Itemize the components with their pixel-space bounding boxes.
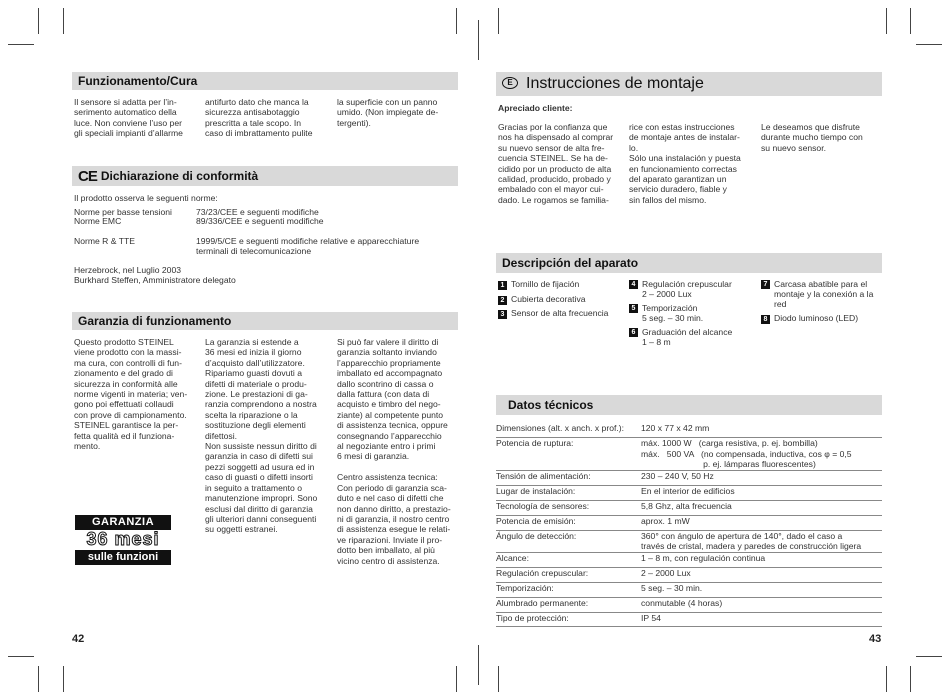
- desc-item: 3 Sensor de alta frecuencia: [498, 308, 626, 319]
- norm-label: Norme R & TTE: [74, 236, 135, 246]
- conformita-intro: Il prodotto osserva le seguenti norme:: [74, 193, 218, 203]
- crop-mark: [910, 8, 911, 34]
- section-header-funzionamento: Funzionamento/Cura: [72, 72, 458, 90]
- greeting: Apreciado cliente:: [498, 103, 573, 113]
- funzionamento-col3: la superficie con un panno umido. (Non impiegate de- tergenti).: [337, 97, 439, 128]
- place-date: Herzebrock, nel Luglio 2003: [74, 265, 182, 275]
- montaje-col2: rice con estas instrucciones de montaje antes de instalar- lo. Sólo una instalación y puesta en funcionamiento correctas del aparato garantizan un servicio duradero, fiable y sin fallos del mismo.: [629, 122, 741, 205]
- table-row: Temporización: 5 seg. – 30 min.: [496, 582, 882, 597]
- crop-mark: [478, 20, 479, 60]
- crop-mark: [63, 666, 64, 692]
- table-row: Potencia de emisión: aprox. 1 mW: [496, 515, 882, 530]
- page-number-right: 43: [869, 633, 882, 645]
- desc-item: 1 Tornillo de fijación: [498, 279, 626, 290]
- section-header-descripcion: Descripción del aparato: [496, 253, 882, 273]
- language-e-icon: E: [502, 77, 518, 89]
- section-header-garanzia: Garanzia di funzionamento: [72, 312, 458, 330]
- table-row: Tecnología de sensores: 5,8 Ghz, alta frecuencia: [496, 500, 882, 515]
- desc-item: 5 Temporización 5 seg. – 30 min.: [629, 303, 757, 323]
- badge-line1: GARANZIA: [75, 515, 171, 530]
- montaje-col3: Le deseamos que disfrute durante mucho tiempo con su nuevo sensor.: [761, 122, 863, 153]
- page-number-left: 42: [72, 633, 85, 645]
- crop-mark: [910, 666, 911, 692]
- section-header-datos: Datos técnicos: [496, 395, 882, 415]
- garanzia-col1: Questo prodotto STEINEL viene prodotto con la massi- ma cura, con controlli di fun- zionamento e del grado di sicurezza in conformità alle norme vigenti in materia; ven- gono poi effettuati collaudi con prove di campionamento. STEINEL garantisce la per- fetta qualità ed il funziona- mento.: [74, 337, 188, 452]
- norm-value: 89/336/CEE e seguenti modifiche: [196, 216, 324, 226]
- crop-mark: [478, 645, 479, 685]
- crop-mark: [886, 666, 887, 692]
- crop-mark: [38, 666, 39, 692]
- crop-mark: [498, 8, 499, 34]
- crop-mark: [8, 44, 34, 45]
- crop-mark: [38, 8, 39, 34]
- desc-item: 4 Regulación crepuscular 2 – 2000 Lux: [629, 279, 757, 299]
- table-row: Tipo de protección: IP 54: [496, 612, 882, 627]
- badge-line2: 36 mesi: [86, 529, 160, 549]
- signatory: Burkhard Steffen, Amministratore delegato: [74, 275, 236, 285]
- crop-mark: [916, 44, 942, 45]
- technical-data-table: [496, 423, 882, 627]
- table-row: Dimensiones (alt. x anch. x prof.): 120 x 77 x 42 mm: [496, 423, 882, 438]
- table-row: Alumbrado permanente: conmutable (4 horas): [496, 597, 882, 612]
- desc-item: 7 Carcasa abatible para el montaje y la conexión a la red: [761, 279, 883, 310]
- table-row: Alcance: 1 – 8 m, con regulación continua: [496, 552, 882, 567]
- desc-item: 8 Diodo luminoso (LED): [761, 313, 883, 324]
- garanzia-col2: La garanzia si estende a 36 mesi ed inizia il giorno d’acquisto dall’utilizzatore. Ripariamo guasti dovuti a difetti di materiale o produ- zione. Le prestazioni di ga- ranzia comprendono a nostra scelta la riparazione o la sostituzione degli elementi difettosi. Non sussiste nessun diritto di garanzia in caso di difetti sui pezzi soggetti ad usura ed in caso di guasti o difetti insorti in seguito a trattamento o manutenzione impropri. Sono esclusi dal diritto di garanzia gli ulteriori danni conseguenti su oggetti estranei.: [205, 337, 318, 535]
- garanzia-badge: [75, 515, 171, 565]
- table-row: Potencia de ruptura: máx. 1000 W (carga resistiva, p. ej. bombilla) máx. 500 VA (no compensada, inductiva, cos φ = 0,5 p. ej. lámparas fluorescentes): [496, 438, 882, 471]
- crop-mark: [63, 8, 64, 34]
- crop-mark: [916, 656, 942, 657]
- table-row: Ángulo de detección: 360° con ángulo de apertura de 140°, dado el caso a través de cristal, madera y paredes de construcción ligera: [496, 530, 882, 552]
- crop-mark: [498, 666, 499, 692]
- norm-label: Norme per basse tensioni: [74, 207, 172, 217]
- norm-label: Norme EMC: [74, 216, 122, 226]
- crop-mark: [8, 656, 34, 657]
- montaje-col1: Gracias por la confianza que nos ha dispensado al comprar su nuevo sensor de alta fre- cuencia STEINEL. Se ha de- cidido por un producto de alta calidad, producido, probado y embalado con el mayor cui- dado. Le rogamos se familia-: [498, 122, 614, 205]
- crop-mark: [456, 8, 457, 34]
- norm-value: 73/23/CEE e seguenti modifiche: [196, 207, 319, 217]
- section-header-montaje: [496, 72, 882, 96]
- crop-mark: [886, 8, 887, 34]
- section-header-conformita: [72, 166, 458, 186]
- funzionamento-col2: antifurto dato che manca la sicurezza antisabotaggio prescritta a tale scopo. In caso di imbrattamento pulite: [205, 97, 313, 139]
- desc-item: 6 Graduación del alcance 1 – 8 m: [629, 327, 757, 347]
- desc-item: 2 Cubierta decorativa: [498, 294, 626, 305]
- funzionamento-col1: Il sensore si adatta per l’in- serimento automatico della luce. Non conviene l’uso per gli speciali impianti d’allarme: [74, 97, 183, 139]
- table-row: Lugar de instalación: En el interior de edificios: [496, 485, 882, 500]
- norm-value: 1999/5/CE e seguenti modifiche relative e apparecchiature terminali di telecomunicazione: [196, 236, 420, 257]
- table-row: Tensión de alimentación: 230 – 240 V, 50 Hz: [496, 471, 882, 486]
- table-row: Regulación crepuscular: 2 – 2000 Lux: [496, 567, 882, 582]
- ce-mark-icon: CE: [78, 168, 97, 185]
- conformita-title: Dichiarazione di conformità: [100, 169, 259, 183]
- badge-line3: sulle funzioni: [75, 550, 171, 565]
- garanzia-col3: Si può far valere il diritto di garanzia soltanto inviando l’apparecchio propriamente imballato ed accompagnato dallo scontrino di cassa o dalla fattura (con data di acquisto e timbro del nego- ziante) al competente punto di assistenza tecnica, oppure consegnando l’apparecchio al negoziante entro i primi 6 mesi di garanzia. Centro assistenza tecnica: Con periodo di garanzia sca- duto e nel caso di difetti che non danno diritto, a prestazio- ni di garanzia, il nostro centro di assistenza esegue le relati- ve riparazioni. Inviate il pro- dotto ben imballato, al più vicino centro di assistenza.: [337, 337, 451, 566]
- crop-mark: [456, 666, 457, 692]
- montaje-title: Instrucciones de montaje: [526, 75, 704, 92]
